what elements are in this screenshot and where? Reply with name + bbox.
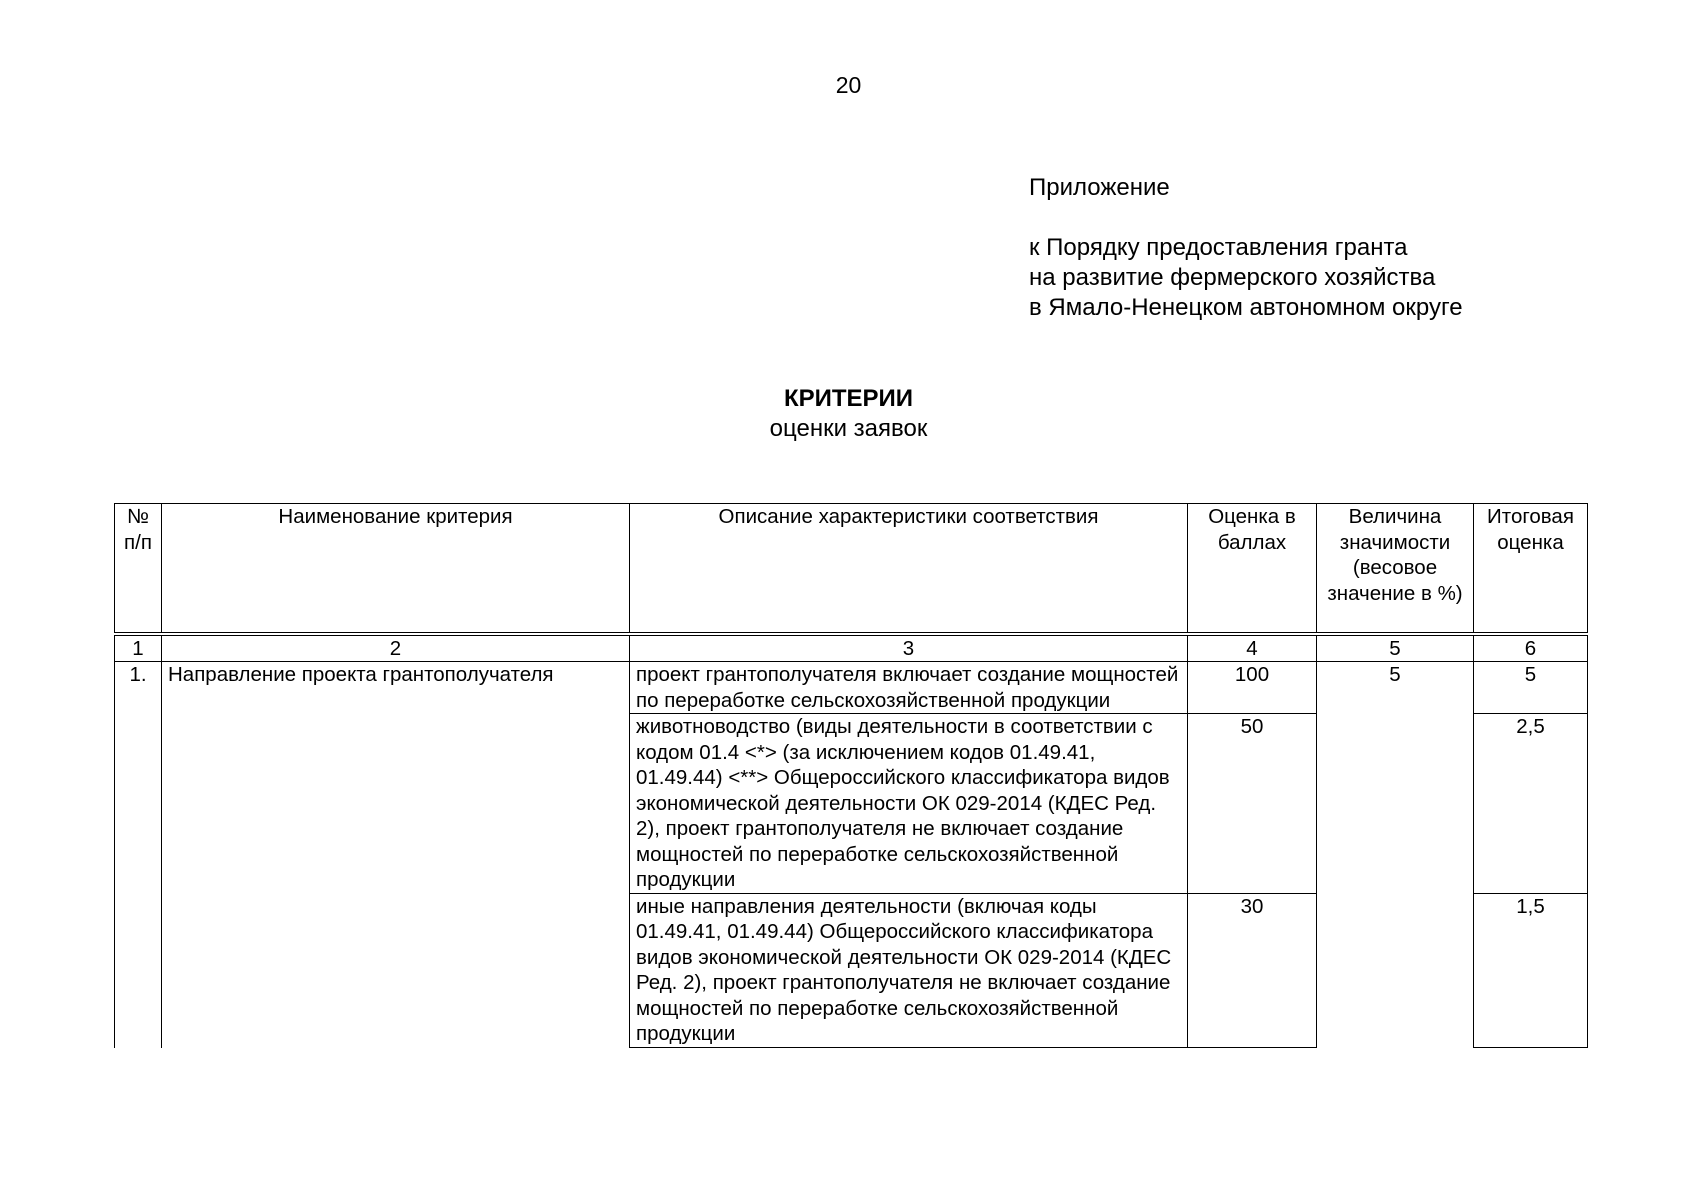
- appendix-title: Приложение: [1029, 174, 1170, 201]
- table-header-row: [114, 503, 1588, 633]
- appendix-line: в Ямало-Ненецком автономном округе: [1029, 294, 1463, 321]
- page-number: 20: [835, 72, 862, 98]
- column-number-row: [114, 635, 1588, 661]
- option-description: животноводство (виды деятельности в соответствии с кодом 01.4 <*> (за исключением кодов 01.49.41, 01.49.44) <**> Общероссийского классификатора видов экономической деятельности ОК 029-2014 (КДЕС Ред. 2), проект грантополучателя не включает создание мощностей по переработке сельскохозяйственной продукции: [629, 713, 1187, 893]
- table-row: [114, 661, 1588, 713]
- heading-subtitle: оценки заявок: [769, 415, 928, 442]
- header-cell: Наименование критерия: [161, 503, 629, 633]
- column-number: 2: [161, 635, 629, 661]
- appendix-line: к Порядку предоставления гранта: [1029, 234, 1408, 261]
- column-number: 1: [114, 635, 161, 661]
- option-description: иные направления деятельности (включая коды 01.49.41, 01.49.44) Общероссийского классификатора видов экономической деятельности ОК 029-2014 (КДЕС Ред. 2), проект грантополучателя не включает создание мощностей по переработке сельскохозяйственной продукции: [629, 893, 1187, 1048]
- appendix-block: [1029, 173, 1463, 323]
- option-description: проект грантополучателя включает создание мощностей по переработке сельскохозяйственной продукции: [629, 661, 1187, 713]
- header-cell: Оценка в баллах: [1187, 503, 1316, 633]
- option-total: 1,5: [1473, 893, 1588, 1048]
- column-number: 5: [1316, 635, 1473, 661]
- option-score: 50: [1187, 713, 1316, 893]
- option-total: 2,5: [1473, 713, 1588, 893]
- header-cell: Величина значимости (весовое значение в %): [1316, 503, 1473, 633]
- option-total: 5: [1473, 661, 1588, 713]
- header-cell: № п/п: [114, 503, 161, 633]
- column-number: 6: [1473, 635, 1588, 661]
- criterion-weight: 5: [1316, 661, 1473, 1048]
- criterion-name: Направление проекта грантополучателя: [161, 661, 629, 1048]
- criterion-number: 1.: [114, 661, 161, 1048]
- criteria-table: [114, 503, 1588, 1048]
- heading-title: КРИТЕРИИ: [783, 385, 914, 412]
- column-number: 3: [629, 635, 1187, 661]
- option-score: 30: [1187, 893, 1316, 1048]
- option-score: 100: [1187, 661, 1316, 713]
- document-heading: [0, 384, 1697, 444]
- column-number: 4: [1187, 635, 1316, 661]
- header-cell: Итоговая оценка: [1473, 503, 1588, 633]
- header-cell: Описание характеристики соответствия: [629, 503, 1187, 633]
- appendix-line: на развитие фермерского хозяйства: [1029, 264, 1436, 291]
